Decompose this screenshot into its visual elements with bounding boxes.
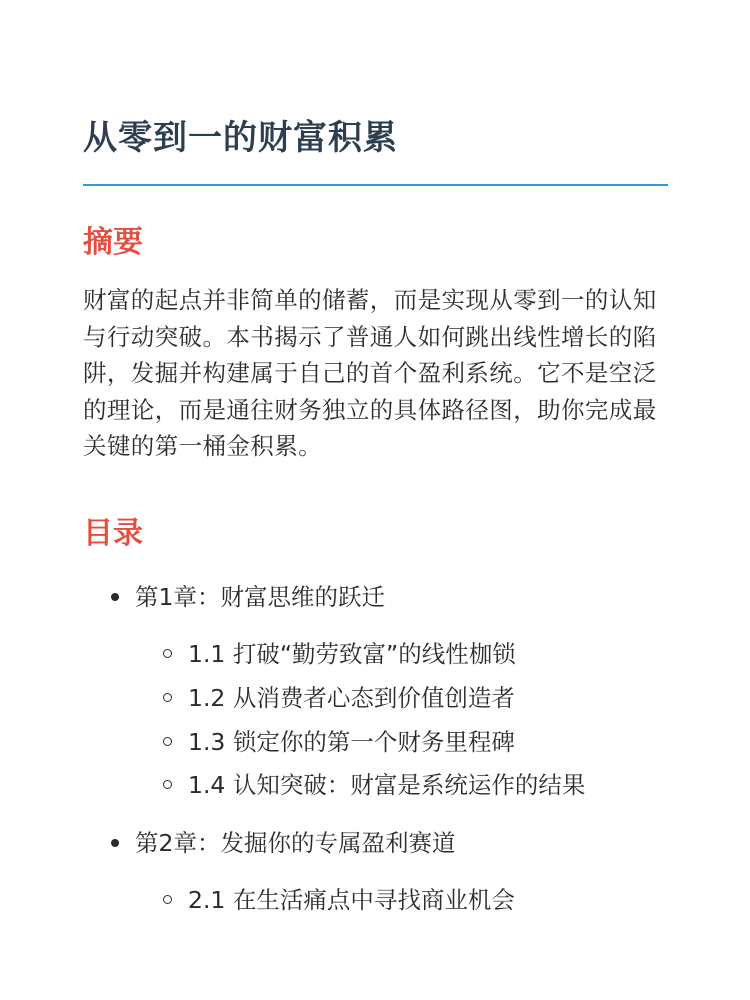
- toc-heading: 目录: [83, 516, 143, 551]
- abstract-heading: 摘要: [83, 225, 143, 260]
- toc-section-label: 1.2 从消费者心态到价值创造者: [188, 684, 515, 712]
- bullet-circle-icon: [163, 649, 172, 658]
- toc-section-1-2: [188, 681, 515, 715]
- toc-section-label: 2.1 在生活痛点中寻找商业机会: [188, 886, 515, 914]
- toc-section-1-4: [188, 768, 585, 802]
- page-title: 从零到一的财富积累: [83, 118, 398, 158]
- toc-section-1-3: [188, 725, 515, 759]
- toc-section-label: 1.1 打破“勤劳致富”的线性枷锁: [188, 640, 516, 668]
- toc-chapter-2: [135, 826, 455, 860]
- toc-section-label: 1.4 认知突破：财富是系统运作的结果: [188, 771, 586, 799]
- toc-section-label: 1.3 锁定你的第一个财务里程碑: [188, 728, 515, 756]
- bullet-dot-icon: [111, 839, 119, 847]
- toc-chapter-label: 第1章：财富思维的跃迁: [135, 583, 385, 611]
- abstract-text: 财富的起点并非简单的储蓄，而是实现从零到一的认知与行动突破。本书揭示了普通人如何跳出线性增长的陷阱，发掘并构建属于自己的首个盈利系统。它不是空泛的理论，而是通往财务独立的具体路径图，助你完成最关键的第一桶金积累。: [83, 286, 657, 460]
- toc-section-2-1: [188, 883, 515, 917]
- bullet-circle-icon: [163, 737, 172, 746]
- toc-chapter-label: 第2章：发掘你的专属盈利赛道: [135, 829, 456, 857]
- bullet-circle-icon: [163, 693, 172, 702]
- bullet-dot-icon: [111, 593, 119, 601]
- toc-chapter-1: [135, 580, 385, 614]
- toc-section-1-1: [188, 637, 516, 671]
- bullet-circle-icon: [163, 895, 172, 904]
- title-divider: [83, 184, 668, 186]
- bullet-circle-icon: [163, 780, 172, 789]
